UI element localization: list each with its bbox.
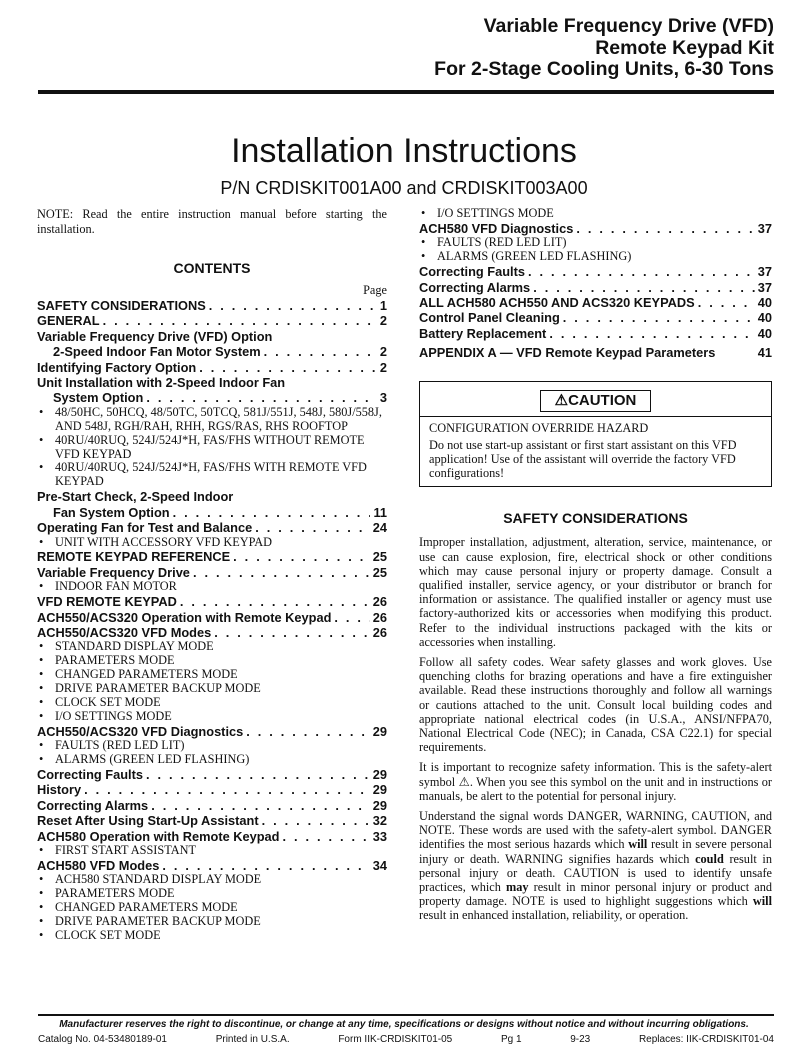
contents-bullet: • UNIT WITH ACCESSORY VFD KEYPAD [37,536,387,550]
contents-entry [37,767,387,782]
contents-page-label: Page [363,283,387,297]
contents-entry [37,549,387,564]
contents-bullet: • FAULTS (RED LED LIT) [37,739,387,753]
contents-bullet: • DRIVE PARAMETER BACKUP MODE [37,915,387,929]
caution-label: ⚠CAUTION [540,390,652,412]
contents-entry-page: 26 [372,624,387,640]
contents-bullet: • 40RU/40RUQ, 524J/524J*H, FAS/FHS WITH REMOTE VFD KEYPAD [37,461,387,489]
contents-entry [37,610,387,625]
contents-entry-title: System Option [53,390,144,406]
dot-leader [151,798,370,813]
contents-entry-page: 25 [372,564,387,580]
dot-leader [698,295,755,310]
header-title-line: For 2-Stage Cooling Units, 6-30 Tons [434,58,774,80]
contents-bullet: • INDOOR FAN MOTOR [37,580,387,594]
contents-entry-page: 29 [372,797,387,813]
page-number: Pg 1 [500,1034,522,1045]
contents-bullet: • ACH580 STANDARD DISPLAY MODE [37,873,387,887]
dot-leader [209,298,377,313]
contents-entry [37,298,387,313]
contents-entry-page: 41 [757,345,772,361]
contents-list [37,298,387,943]
form-number: Form IIK-CRDISKIT01-05 [338,1034,453,1045]
dot-leader [199,360,377,375]
part-number: P/N CRDISKIT001A00 and CRDISKIT003A00 [220,178,588,198]
dot-leader [576,221,754,236]
contents-entry [37,798,387,813]
contents-entry-page: 37 [757,264,772,280]
header-divider [38,90,774,94]
contents-entry [37,813,387,828]
dot-leader [262,813,370,828]
dot-leader [193,565,370,580]
contents-entry-title: Correcting Faults [419,264,525,280]
contents-bullet: • I/O SETTINGS MODE [37,710,387,724]
contents-entry [37,360,387,375]
dot-leader [173,505,371,520]
contents-bullet: • 48/50HC, 50HCQ, 48/50TC, 50TCQ, 581J/551J, 548J, 580J/558J, AND 548J, RGH/RAH, RHH, RGS/RAS, RHS ROOFTOP [37,406,387,434]
contents-entry-title: ACH550/ACS320 VFD Modes [37,624,212,640]
footer-divider [38,1014,774,1016]
contents-entry-title: Operating Fan for Test and Balance [37,520,253,536]
contents-entry [37,505,387,520]
contents-entry-title: APPENDIX A — VFD Remote Keypad Parameters [419,345,716,361]
contents-entry-title: Variable Frequency Drive [37,564,190,580]
contents-entry [37,390,387,405]
contents-entry-page: 34 [372,857,387,873]
contents-entry-title: Correcting Alarms [37,797,149,813]
contents-entry-page: 2 [379,344,387,360]
contents-entry [37,724,387,739]
contents-entry [37,565,387,580]
contents-entry-title: Fan System Option [53,504,170,520]
contents-entry-title: Identifying Factory Option [37,359,197,375]
header-title-line: Remote Keypad Kit [595,36,774,59]
contents-entry [37,520,387,535]
contents-entry-page: 1 [379,298,387,313]
dot-leader [533,280,755,295]
contents-bullet: • STANDARD DISPLAY MODE [37,640,387,654]
left-column [37,207,387,943]
install-note: NOTE: Read the entire instruction manual before starting the installation. [37,207,387,236]
contents-entry-title: Battery Replacement [419,325,547,341]
contents-entry-title: Unit Installation with 2-Speed Indoor Fan [37,375,286,391]
contents-entry-page: 37 [757,279,772,295]
contents-entry-title: ACH550/ACS320 Operation with Remote Keypad [37,609,332,625]
contents-entry-page: 37 [757,220,772,236]
contents-entry-title: ALL ACH580 ACH550 AND ACS320 KEYPADS [419,294,695,310]
contents-entry-page: 29 [372,723,387,739]
contents-bullet: • FAULTS (RED LED LIT) [419,236,772,250]
dot-leader [146,390,377,405]
contents-entry-page: 11 [373,504,387,520]
dot-leader [549,326,754,341]
contents-bullet: • ALARMS (GREEN LED FLASHING) [37,753,387,767]
contents-entry [37,313,387,328]
contents-entry [37,594,387,609]
contents-entry [419,221,772,236]
contents-bullet: • CLOCK SET MODE [37,929,387,943]
contents-bullet: • CHANGED PARAMETERS MODE [37,668,387,682]
contents-bullet: • DRIVE PARAMETER BACKUP MODE [37,682,387,696]
safety-paragraph: Follow all safety codes. Wear safety glasses and work gloves. Use quenching cloths for brazing operations and have a fire extinguisher available. Read these instructions thoroughly and follow all warnings or cautions attached to the unit. Consult local building codes and appropriate national electrical codes (in U.S.A., ANSI/NFPA70, National Electrical Code (NEC); in Canada, CSA C22.1) for special requirements. [419,655,772,755]
document-header-title [434,16,774,81]
dot-leader [528,264,755,279]
contents-entry-page: 2 [379,359,387,375]
contents-entry [37,829,387,844]
contents-entry-title: Control Panel Cleaning [419,310,560,326]
contents-entry-title: Variable Frequency Drive (VFD) Option [37,328,273,344]
safety-alert-icon: ⚠ [458,774,470,789]
contents-list-continued [419,207,772,361]
dot-leader [180,594,370,609]
right-column [419,207,772,929]
contents-entry-title: Pre-Start Check, 2-Speed Indoor [37,489,234,505]
contents-bullet: • PARAMETERS MODE [37,887,387,901]
contents-entry [419,326,772,341]
dot-leader [282,829,369,844]
dot-leader [334,610,369,625]
replaces: Replaces: IIK-CRDISKIT01-04 [638,1034,774,1045]
contents-entry [419,295,772,310]
contents-entry-page: 40 [757,310,772,326]
contents-entry-page: 40 [757,325,772,341]
warning-triangle-icon: ⚠ [554,391,569,409]
caution-text: Do not use start-up assistant or first start assistant on this VFD application! Use of the assistant will override the factory VFD configurations! [429,437,737,481]
contents-entry-title: Correcting Faults [37,767,143,782]
dot-leader [214,625,370,640]
contents-bullet: • CHANGED PARAMETERS MODE [37,901,387,915]
dot-leader [246,724,370,739]
contents-bullet: • CLOCK SET MODE [37,696,387,710]
contents-entry [37,344,387,359]
contents-entry-page: 24 [372,520,387,536]
safety-heading: SAFETY CONSIDERATIONS [503,510,688,527]
caution-box [419,381,772,488]
contents-entry-title: History [37,782,82,798]
contents-entry-title: SAFETY CONSIDERATIONS [37,298,206,313]
contents-bullet: • ALARMS (GREEN LED FLASHING) [419,250,772,264]
contents-entry-page: 26 [372,609,387,625]
contents-entry [419,280,772,295]
dot-leader [146,767,370,782]
footer-notice: Manufacturer reserves the right to discontinue, or change at any time, specifications or designs without notice and without incurring obligations. [59,1019,749,1030]
contents-heading: CONTENTS [173,260,251,276]
contents-bullet: • FIRST START ASSISTANT [37,844,387,858]
safety-paragraph: Understand the signal words DANGER, WARNING, CAUTION, and NOTE. These words are used with the safety-alert symbol. DANGER identifies the most serious hazards which will result in severe personal injury or death. WARNING signifies hazards which could result in personal injury or death. CAUTION is used to identify unsafe practices, which may result in minor personal injury or product and property damage. NOTE is used to highlight suggestions which will result in enhanced installation, reliability, or operation. [419,809,773,923]
contents-entry-title: Reset After Using Start-Up Assistant [37,813,259,829]
dot-leader [162,858,369,873]
caution-hazard-title: CONFIGURATION OVERRIDE HAZARD [429,420,649,435]
contents-entry-page: 29 [372,782,387,798]
contents-entry-title: ACH550/ACS320 VFD Diagnostics [37,723,244,739]
dot-leader [103,313,377,328]
contents-entry [419,345,772,360]
printed-in: Printed in U.S.A. [215,1034,290,1045]
dot-leader [233,549,370,564]
contents-bullet: • 40RU/40RUQ, 524J/524J*H, FAS/FHS WITHOUT REMOTE VFD KEYPAD [37,434,387,462]
contents-entry-page: 32 [372,813,387,829]
safety-paragraph: Improper installation, adjustment, alteration, service, maintenance, or use can cause explosion, fire, electrical shock or other conditions which may cause personal injury or property damage. Consult a qualified installer, service agency, or your distributor or branch for information or assistance. The qualified installer or agency must use factory-authorized kits or accessories when modifying this product. Refer to the individual instructions packaged with the kits or accessories when installing. [419,535,772,649]
contents-entry-page: 25 [372,549,387,565]
date-code: 9-23 [570,1034,591,1045]
dot-leader [563,310,755,325]
contents-bullet: • PARAMETERS MODE [37,654,387,668]
contents-entry-page: 26 [372,594,387,610]
dot-leader [84,782,370,797]
contents-entry [37,625,387,640]
contents-entry-title: GENERAL [37,313,100,329]
contents-entry [419,310,772,325]
contents-entry [37,858,387,873]
contents-entry-title: VFD REMOTE KEYPAD [37,594,177,610]
contents-entry-title: ACH580 VFD Modes [37,857,160,873]
page-title: Installation Instructions [231,132,577,170]
contents-entry-title: 2-Speed Indoor Fan Motor System [53,344,261,360]
contents-entry-title: REMOTE KEYPAD REFERENCE [37,549,231,565]
header-title-line: Variable Frequency Drive (VFD) [483,15,774,37]
contents-entry [37,782,387,797]
safety-paragraph: It is important to recognize safety information. This is the safety-alert symbol ⚠. When you see this symbol on the unit and in instructions or manuals, be alert to the potential for personal injury. [419,760,772,803]
contents-entry-page: 2 [379,313,387,329]
contents-bullet: • I/O SETTINGS MODE [419,207,772,221]
contents-entry-page: 33 [372,828,387,844]
catalog-number: Catalog No. 04-53480189-01 [38,1034,167,1045]
contents-entry-title: ACH580 VFD Diagnostics [419,220,574,236]
contents-entry-title: ACH580 Operation with Remote Keypad [37,828,280,844]
dot-leader [264,344,377,359]
dot-leader [255,520,370,535]
contents-entry-page: 29 [372,767,387,782]
contents-entry-title: Correcting Alarms [419,279,531,295]
footer-info [38,1034,774,1045]
contents-entry-page: 3 [379,390,387,406]
contents-entry-page: 40 [757,294,772,310]
contents-entry [419,264,772,279]
